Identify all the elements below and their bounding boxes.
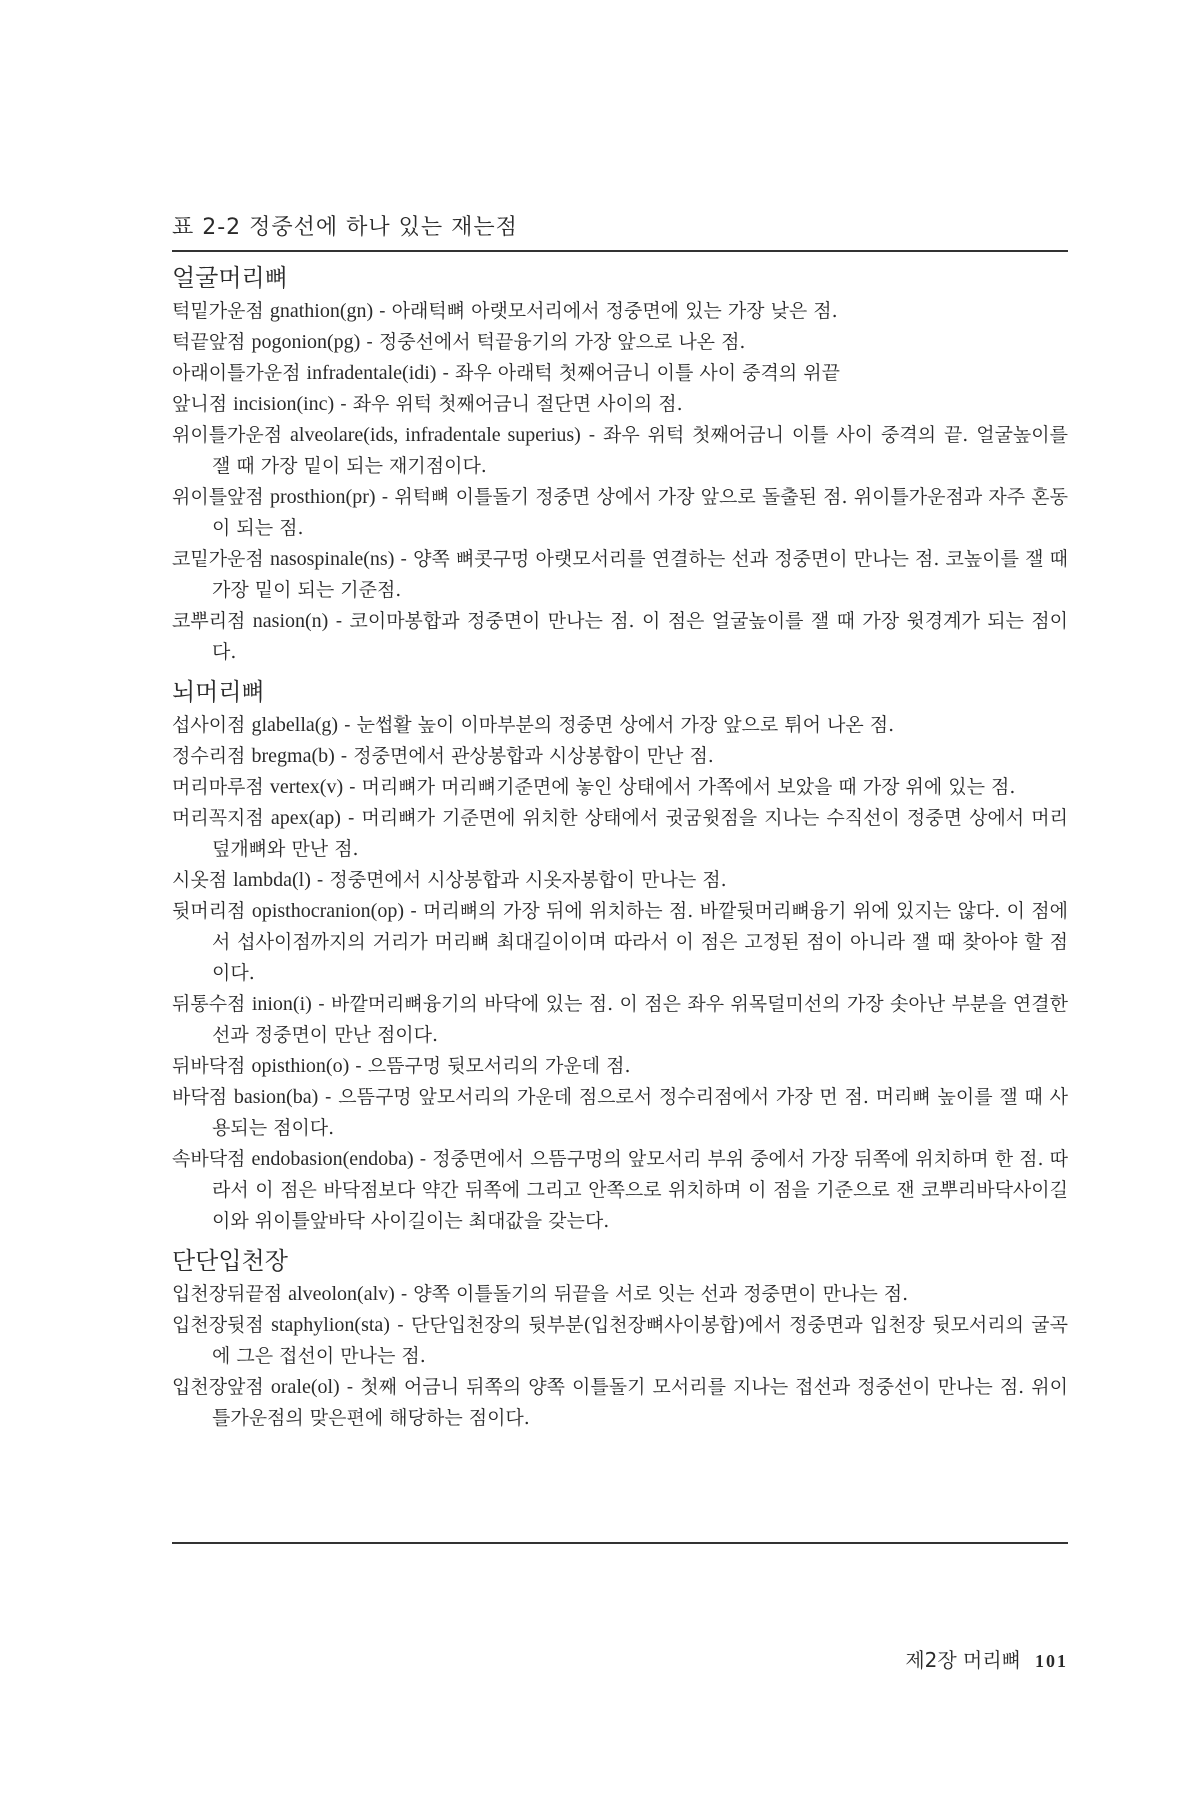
entry-row bbox=[172, 1279, 1068, 1310]
entry-row bbox=[172, 606, 1068, 668]
entry-latin-name: alveolare(ids, infradentale superius) bbox=[290, 424, 581, 446]
entry-term: 입천장뒤끝점 bbox=[172, 1283, 283, 1305]
entry-row bbox=[172, 1082, 1068, 1144]
entry-latin-name: inion(i) bbox=[251, 993, 312, 1015]
entry-row bbox=[172, 296, 1068, 327]
entry-description: - 머리뼈가 머리뼈기준면에 놓인 상태에서 가쪽에서 보았을 때 가장 위에 있는 점. bbox=[343, 776, 1016, 798]
section-title: 단단입천장 bbox=[172, 1247, 288, 1275]
entry-term: 턱끝앞점 bbox=[172, 331, 246, 353]
entry-term: 머리마루점 bbox=[172, 776, 264, 798]
entry-latin-name: vertex(v) bbox=[269, 776, 344, 798]
entry-term: 시옷점 bbox=[172, 869, 228, 891]
entry-description: - 정중면에서 으뜸구멍의 앞모서리 부위 중에서 가장 뒤쪽에 위치하며 한 점. 따라서 이 점은 바닥점보다 약간 뒤쪽에 그리고 안쪽으로 위치하며 이 점을 기준으로 잰 코뿌리바닥사이길이와 위이틀앞바닥 사이길이는 최대값을 갖는다. bbox=[212, 1148, 1068, 1232]
page-footer bbox=[905, 1644, 1068, 1673]
entry-row bbox=[172, 1144, 1068, 1237]
entry-row bbox=[172, 482, 1068, 544]
entry-description: - 정중면에서 관상봉합과 시상봉합이 만난 점. bbox=[334, 745, 714, 767]
entry-term: 섭사이점 bbox=[172, 714, 246, 736]
entry-term: 코뿌리점 bbox=[172, 610, 246, 632]
entry-row bbox=[172, 420, 1068, 482]
entry-description: - 으뜸구멍 뒷모서리의 가운데 점. bbox=[349, 1055, 631, 1077]
entry-latin-name: incision(inc) bbox=[233, 393, 335, 415]
entry-row bbox=[172, 1372, 1068, 1434]
entry-description: - 눈썹활 높이 이마부분의 정중면 상에서 가장 앞으로 튀어 나온 점. bbox=[338, 714, 895, 736]
entry-latin-name: apex(ap) bbox=[270, 807, 341, 829]
entry-row bbox=[172, 1051, 1068, 1082]
entry-term: 턱밑가운점 bbox=[172, 300, 264, 322]
entry-description: - 좌우 위턱 첫째어금니 절단면 사이의 점. bbox=[334, 393, 683, 415]
entry-row bbox=[172, 896, 1068, 989]
entry-description: - 양쪽 뼈콧구멍 아랫모서리를 연결하는 선과 정중면이 만나는 점. 코높이를 잴 때 가장 밑이 되는 기준점. bbox=[212, 548, 1068, 601]
entry-description: - 좌우 위턱 첫째어금니 이틀 사이 중격의 끝. 얼굴높이를 잴 때 가장 밑이 되는 재기점이다. bbox=[212, 424, 1068, 477]
entry-description: - 으뜸구멍 앞모서리의 가운데 점으로서 정수리점에서 가장 먼 점. 머리뼈 높이를 잴 때 사용되는 점이다. bbox=[212, 1086, 1068, 1139]
entry-latin-name: infradentale(idi) bbox=[306, 362, 437, 384]
entry-latin-name: alveolon(alv) bbox=[288, 1283, 395, 1305]
entry-description: - 코이마봉합과 정중면이 만나는 점. 이 점은 얼굴높이를 잴 때 가장 윗경계가 되는 점이다. bbox=[212, 610, 1068, 663]
entry-row bbox=[172, 710, 1068, 741]
top-rule bbox=[172, 250, 1068, 252]
entry-description: - 머리뼈의 가장 뒤에 위치하는 점. 바깥뒷머리뼈융기 위에 있지는 않다. 이 점에서 섭사이점까지의 거리가 머리뼈 최대길이이며 따라서 이 점은 고정된 점이 아니라 잴 때 찾아야 할 점이다. bbox=[212, 900, 1069, 984]
entry-term: 코밑가운점 bbox=[172, 548, 264, 570]
entry-description: - 아래턱뼈 아랫모서리에서 정중면에 있는 가장 낮은 점. bbox=[373, 300, 838, 322]
entry-term: 바닥점 bbox=[172, 1086, 228, 1108]
table-body bbox=[172, 260, 1068, 1434]
entry-description: - 위턱뼈 이틀돌기 정중면 상에서 가장 앞으로 돌출된 점. 위이틀가운점과 자주 혼동이 되는 점. bbox=[212, 486, 1068, 539]
entry-term: 뒤바닥점 bbox=[172, 1055, 246, 1077]
entry-row bbox=[172, 772, 1068, 803]
entry-row bbox=[172, 741, 1068, 772]
entry-term: 머리꼭지점 bbox=[172, 807, 264, 829]
entry-term: 속바닥점 bbox=[172, 1148, 246, 1170]
entry-latin-name: staphylion(sta) bbox=[271, 1314, 390, 1336]
entry-row bbox=[172, 865, 1068, 896]
entry-latin-name: basion(ba) bbox=[233, 1086, 319, 1108]
entry-latin-name: gnathion(gn) bbox=[269, 300, 374, 322]
entry-latin-name: prosthion(pr) bbox=[269, 486, 376, 508]
entry-term: 뒤통수점 bbox=[172, 993, 246, 1015]
entry-row bbox=[172, 327, 1068, 358]
section-title: 얼굴머리뼈 bbox=[172, 264, 288, 292]
entry-term: 뒷머리점 bbox=[172, 900, 246, 922]
entry-row bbox=[172, 544, 1068, 606]
entry-latin-name: lambda(l) bbox=[233, 869, 311, 891]
entry-latin-name: orale(ol) bbox=[270, 1376, 340, 1398]
entry-term: 입천장뒷점 bbox=[172, 1314, 264, 1336]
entry-term: 아래이틀가운점 bbox=[172, 362, 301, 384]
entry-latin-name: opisthion(o) bbox=[251, 1055, 350, 1077]
entry-term: 위이틀앞점 bbox=[172, 486, 264, 508]
entry-term: 정수리점 bbox=[172, 745, 246, 767]
entry-description: - 단단입천장의 뒷부분(입천장뼈사이봉합)에서 정중면과 입천장 뒷모서리의 굴곡에 그은 접선이 만나는 점. bbox=[212, 1314, 1068, 1367]
entry-description: - 머리뼈가 기준면에 위치한 상태에서 귓굼윗점을 지나는 수직선이 정중면 상에서 머리덮개뼈와 만난 점. bbox=[212, 807, 1068, 860]
entry-description: - 바깥머리뼈융기의 바닥에 있는 점. 이 점은 좌우 위목덜미선의 가장 솟아난 부분을 연결한 선과 정중면이 만난 점이다. bbox=[212, 993, 1068, 1046]
entry-latin-name: endobasion(endoba) bbox=[251, 1148, 414, 1170]
entry-latin-name: opisthocranion(op) bbox=[251, 900, 404, 922]
entry-row bbox=[172, 389, 1068, 420]
section-title: 뇌머리뼈 bbox=[172, 678, 265, 706]
entry-row bbox=[172, 989, 1068, 1051]
entry-latin-name: nasospinale(ns) bbox=[269, 548, 395, 570]
entry-row bbox=[172, 1310, 1068, 1372]
entry-row bbox=[172, 803, 1068, 865]
entry-row bbox=[172, 358, 1068, 389]
entry-term: 위이틀가운점 bbox=[172, 424, 283, 446]
entry-latin-name: glabella(g) bbox=[251, 714, 339, 736]
entry-description: - 정중선에서 턱끝융기의 가장 앞으로 나온 점. bbox=[360, 331, 746, 353]
entry-term: 앞니점 bbox=[172, 393, 228, 415]
entry-term: 입천장앞점 bbox=[172, 1376, 264, 1398]
bottom-rule bbox=[172, 1542, 1068, 1544]
entry-description: - 정중면에서 시상봉합과 시옷자봉합이 만나는 점. bbox=[310, 869, 727, 891]
page-number: 101 bbox=[1035, 1651, 1068, 1671]
entry-description: - 좌우 아래턱 첫째어금니 이틀 사이 중격의 위끝 bbox=[436, 362, 840, 384]
table-title: 표 2-2 정중선에 하나 있는 재는점 bbox=[172, 215, 518, 240]
entry-description: - 양쪽 이틀돌기의 뒤끝을 서로 잇는 선과 정중면이 만나는 점. bbox=[394, 1283, 909, 1305]
entry-latin-name: bregma(b) bbox=[251, 745, 335, 767]
chapter-label: 제2장 머리뼈 bbox=[905, 1648, 1021, 1672]
entry-latin-name: nasion(n) bbox=[252, 610, 329, 632]
entry-latin-name: pogonion(pg) bbox=[251, 331, 361, 353]
entry-description: - 첫째 어금니 뒤쪽의 양쪽 이틀돌기 모서리를 지나는 접선과 정중선이 만나는 점. 위이틀가운점의 맞은편에 해당하는 점이다. bbox=[212, 1376, 1068, 1429]
